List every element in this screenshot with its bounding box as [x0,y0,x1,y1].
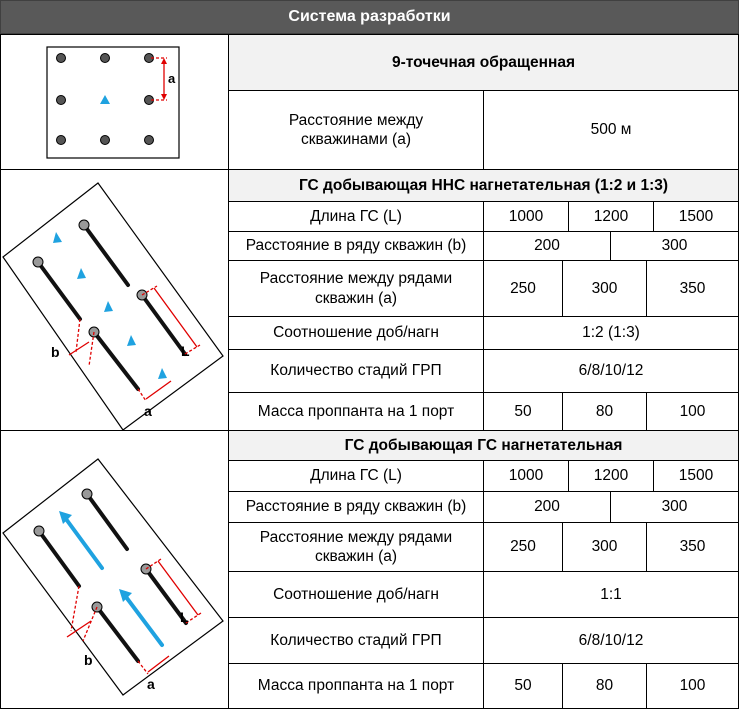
row-distance-value: 350 [646,522,739,572]
producer-well-marker [57,136,66,145]
row-distance-value: 300 [562,522,647,572]
producer-well-marker [101,136,110,145]
pattern-title: 9-точечная обращенная [228,34,739,91]
proppant-value: 80 [562,392,647,431]
length-value: 1000 [483,201,569,232]
nine-spot-diagram [1,35,230,171]
row-distance-label: Расстояние между рядами скважин (а) [228,260,484,317]
length-value: 1500 [653,201,739,232]
proppant-value: 50 [483,663,563,709]
length-value: 1200 [568,201,654,232]
wellhead-marker [34,526,44,536]
producer-well-marker [101,54,110,63]
spacing-value: 500 м [483,90,739,170]
proppant-value: 100 [646,663,739,709]
pattern-outline [3,459,223,695]
frac-stages-value: 6/8/10/12 [483,617,739,664]
dimension-label-b: b [51,344,60,360]
proppant-label: Масса проппанта на 1 порт [228,392,484,431]
proppant-value: 80 [562,663,647,709]
row-spacing-label: Расстояние в ряду скважин (b) [228,231,484,261]
pattern-title: ГС добывающая ННС нагнетательная (1:2 и 1:3) [228,169,739,202]
dimension-label-L: L [180,609,189,625]
producer-well-marker [57,96,66,105]
length-value: 1200 [568,460,654,492]
dimension-label-b: b [84,652,93,668]
development-system-table [0,34,739,709]
pattern-outline [3,183,223,430]
ratio-value: 1:1 [483,571,739,618]
wellhead-marker [33,257,43,267]
dimension-label-a: a [168,71,176,86]
length-value: 1000 [483,460,569,492]
row-distance-value: 250 [483,522,563,572]
row-spacing-value: 200 [483,231,611,261]
row-distance-value: 300 [562,260,647,317]
ratio-label: Соотношение доб/нагн [228,571,484,618]
length-label: Длина ГС (L) [228,460,484,492]
length-value: 1500 [653,460,739,492]
frac-stages-label: Количество стадий ГРП [228,617,484,664]
proppant-value: 50 [483,392,563,431]
dimension-label-a: a [147,676,155,692]
proppant-value: 100 [646,392,739,431]
hz-producer-vertical-injector-diagram [1,170,230,432]
frac-stages-value: 6/8/10/12 [483,349,739,393]
frac-stages-label: Количество стадий ГРП [228,349,484,393]
nine-spot-diagram-cell [0,34,229,170]
row-spacing-value: 300 [610,491,739,523]
hz-producer-hz-injector-diagram [1,431,230,710]
ratio-label: Соотношение доб/нагн [228,316,484,350]
row-spacing-label: Расстояние в ряду скважин (b) [228,491,484,523]
dimension-label-a: a [144,403,152,419]
proppant-label: Масса проппанта на 1 порт [228,663,484,709]
producer-well-marker [145,136,154,145]
producer-well-marker [57,54,66,63]
row-distance-value: 250 [483,260,563,317]
hz-producer-vertical-injector-diagram-cell [0,169,229,431]
row-distance-label: Расстояние между рядами скважин (а) [228,522,484,572]
table-title: Система разработки [0,0,739,34]
wellhead-marker [82,489,92,499]
nine-spot-pattern-border [47,47,179,158]
dimension-label-L: L [181,343,190,359]
hz-producer-hz-injector-diagram-cell [0,430,229,709]
length-label: Длина ГС (L) [228,201,484,232]
spacing-label: Расстояние между скважинами (а) [228,90,484,170]
ratio-value: 1:2 (1:3) [483,316,739,350]
wellhead-marker [79,220,89,230]
pattern-title: ГС добывающая ГС нагнетательная [228,430,739,461]
row-spacing-value: 200 [483,491,611,523]
row-distance-value: 350 [646,260,739,317]
row-spacing-value: 300 [610,231,739,261]
